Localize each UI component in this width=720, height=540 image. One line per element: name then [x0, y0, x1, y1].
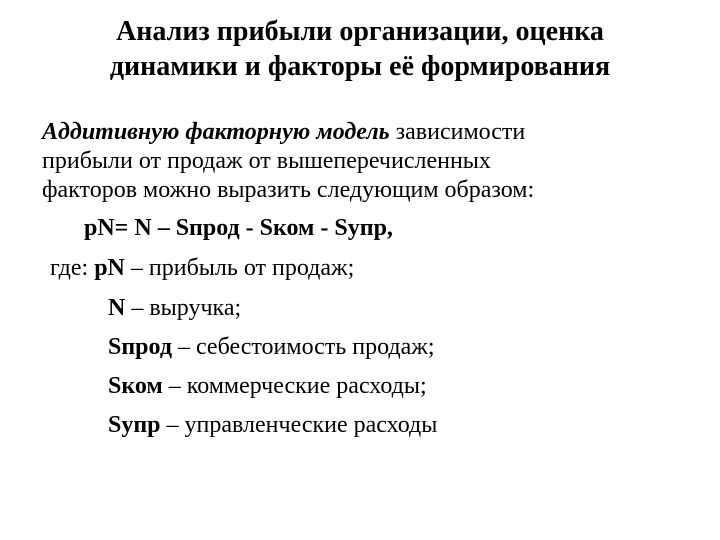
definition-text: – коммерческие расходы;: [162, 373, 427, 399]
where-line: [50, 254, 354, 283]
definition-item: [108, 372, 437, 411]
intro-paragraph: [42, 118, 702, 205]
intro-line-2: прибыли от продаж от вышеперечисленных: [42, 148, 491, 174]
definition-item: [108, 333, 437, 372]
definition-text: – выручка;: [125, 295, 242, 321]
definition-symbol: Sпрод: [108, 334, 172, 360]
formula: pN= N – Sпрод - Sком - Sупр,: [84, 215, 393, 241]
title-line-1: Анализ прибыли организации, оценка: [116, 16, 604, 47]
intro-emphasis: Аддитивную факторную модель: [42, 119, 390, 145]
definition-text: – себестоимость продаж;: [171, 334, 435, 360]
definition-symbol: N: [108, 295, 126, 321]
definition-item: [108, 294, 437, 333]
intro-line-1-rest: зависимости: [389, 119, 526, 145]
title-line-2: динамики и факторы её формирования: [109, 51, 611, 82]
intro-line-3: факторов можно выразить следующим образом:: [42, 177, 535, 203]
definition-symbol: Sком: [108, 373, 163, 399]
where-text: – прибыль от продаж;: [124, 255, 355, 281]
intro-line-1: [42, 118, 702, 147]
slide-title: [20, 14, 700, 84]
definition-text: – управленческие расходы: [160, 412, 438, 438]
definition-symbol: Sупр: [108, 412, 161, 438]
definition-item: [108, 411, 437, 450]
where-prefix: где:: [50, 255, 95, 281]
definitions-list: [108, 294, 437, 450]
where-symbol: pN: [94, 255, 125, 281]
